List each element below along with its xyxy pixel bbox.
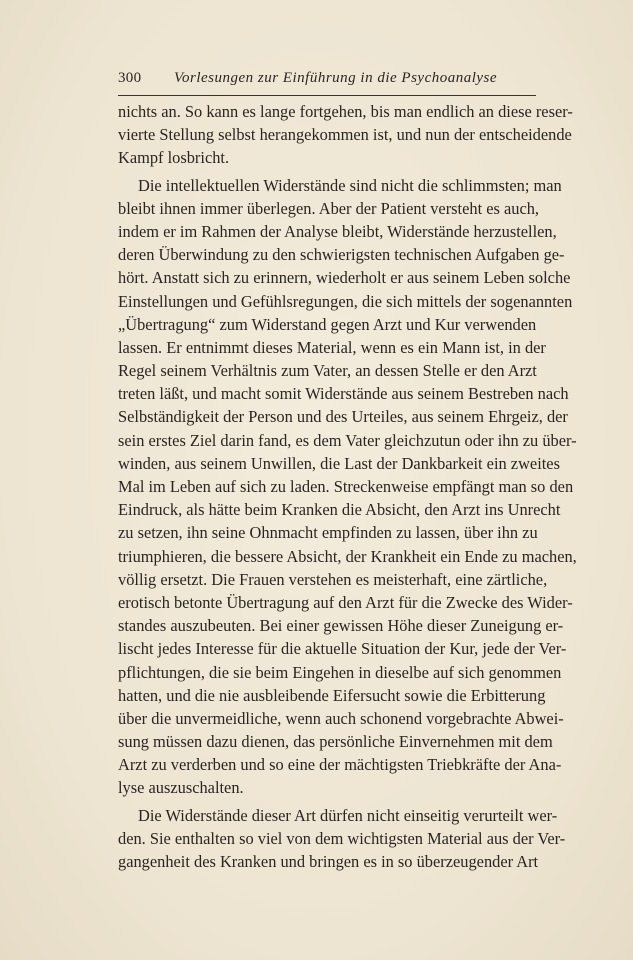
paragraph — [118, 174, 577, 800]
page-number: 300 — [118, 70, 142, 86]
text-line: erotisch betonte Übertragung auf den Arzt für die Zwecke des Wider- — [118, 592, 573, 612]
text-line: zu setzen, ihn seine Ohnmacht empfinden zu lassen, über ihn zu — [118, 523, 538, 543]
text-line: „Übertragung“ zum Widerstand gegen Arzt und Kur verwenden — [118, 314, 537, 334]
text-line: hatten, und die nie ausbleibende Eifersucht sowie die Erbitterung — [118, 685, 546, 705]
text-line: Eindruck, als hätte beim Kranken die Absicht, den Arzt ins Unrecht — [118, 500, 561, 520]
text-line: deren Überwindung zu den schwierigsten technischen Aufgaben ge- — [118, 245, 565, 265]
text-line: Arzt zu verderben und so eine der mächtigsten Triebkräfte der Ana- — [118, 755, 562, 775]
text-line: sein erstes Ziel darin fand, es dem Vater gleichzutun oder ihn zu über- — [118, 430, 577, 450]
text-line: lyse auszuschalten. — [118, 778, 244, 798]
page-header — [118, 70, 536, 92]
text-line: lischt jedes Interesse für die aktuelle Situation der Kur, jede der Ver- — [118, 639, 567, 659]
text-line: Regel seinem Verhältnis zum Vater, an dessen Stelle er den Arzt — [118, 361, 537, 381]
text-line: Die Widerstände dieser Art dürfen nicht einseitig verurteilt wer- — [138, 805, 558, 825]
text-line: völlig ersetzt. Die Frauen verstehen es meisterhaft, eine zärtliche, — [118, 569, 548, 589]
text-line: indem er im Rahmen der Analyse bleibt, Widerstände herzustellen, — [118, 221, 557, 241]
text-line: treten läßt, und macht somit Widerstände aus seinem Bestreben nach — [118, 384, 569, 404]
text-line: sung müssen dazu dienen, das persönliche Einvernehmen mit dem — [118, 732, 553, 752]
text-line: Einstellungen und Gefühlsregungen, die sich mittels der sogenannten — [118, 291, 573, 311]
header-rule — [118, 95, 536, 96]
text-line: Mal im Leben auf sich zu laden. Streckenweise empfängt man so den — [118, 477, 574, 496]
text-line: Selbständigkeit der Person und des Urteiles, aus seinem Ehrgeiz, der — [118, 407, 568, 427]
body-text — [118, 100, 577, 873]
text-line: vierte Stellung selbst herangekommen ist, und nun der entscheidende — [118, 125, 572, 145]
text-line: bleibt ihnen immer überlegen. Aber der Patient versteht es auch, — [118, 198, 540, 218]
paragraph — [118, 804, 566, 874]
paragraph — [118, 100, 573, 170]
text-line: nichts an. So kann es lange fortgehen, bis man endlich an diese reser- — [118, 102, 573, 121]
text-line: winden, aus seinem Unwillen, die Last der Dankbarkeit ein zweites — [118, 453, 560, 473]
text-line: Kampf losbricht. — [118, 148, 230, 168]
text-line: lassen. Er entnimmt dieses Material, wenn es ein Mann ist, in der — [118, 337, 546, 357]
text-line: über die unvermeidliche, wenn auch schonend vorgebrachte Abwei- — [118, 708, 564, 728]
text-line: gangenheit des Kranken und bringen es in so überzeugender Art — [118, 852, 539, 871]
text-line: triumphieren, die bessere Absicht, der Krankheit ein Ende zu machen, — [118, 546, 577, 566]
text-line: pflichtungen, die sie beim Eingehen in dieselbe auf sich genommen — [118, 662, 562, 682]
text-line: hört. Anstatt sich zu erinnern, wiederholt er aus seinem Leben solche — [118, 268, 571, 288]
running-title: Vorlesungen zur Einführung in die Psychoanalyse — [174, 70, 498, 86]
text-line: standes auszubeuten. Bei einer gewissen Höhe dieser Zuneigung er- — [118, 616, 564, 636]
text-line: den. Sie enthalten so viel von dem wichtigsten Material aus der Ver- — [118, 828, 566, 848]
text-line: Die intellektuellen Widerstände sind nicht die schlimmsten; man — [138, 175, 562, 195]
